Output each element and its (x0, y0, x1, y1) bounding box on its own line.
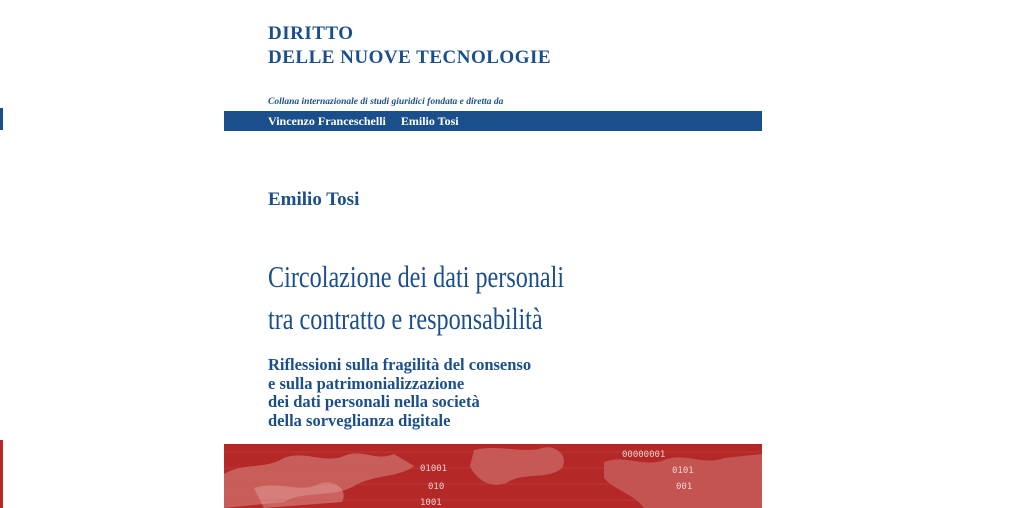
binary-code: 01001 (420, 464, 448, 474)
author-name: Emilio Tosi (268, 189, 360, 210)
cover-artwork-map (224, 444, 762, 508)
series-title-line: DELLE NUOVE TECNOLOGIE (268, 47, 552, 68)
subtitle-line: Riflessioni sulla fragilità del consenso (268, 355, 532, 374)
directors-bar (224, 111, 762, 131)
series-title-line: DIRITTO (268, 23, 354, 44)
subtitle-line: dei dati personali nella società (268, 392, 480, 411)
book-subtitle (268, 356, 531, 430)
director-name: Vincenzo Franceschelli (268, 114, 386, 128)
book-cover (224, 0, 762, 508)
series-description: Collana internazionale di studi giuridici fondata e diretta da (268, 97, 504, 107)
map-landmass (470, 447, 564, 485)
book-title-line: tra contratto e responsabilità (268, 301, 543, 336)
subtitle-line: e sulla patrimonializzazione (268, 373, 465, 393)
director-name: Emilio Tosi (400, 114, 459, 128)
book-title (268, 256, 564, 340)
world-map-artwork (224, 444, 762, 508)
subtitle-line: della sorveglianza digitale (268, 410, 451, 430)
left-edge-mark-red (0, 440, 3, 508)
book-title-line: Circolazione dei dati personali (268, 259, 565, 294)
binary-code: 00000001 (622, 450, 666, 460)
directors (268, 114, 459, 129)
binary-code: 001 (676, 482, 693, 492)
binary-code: 0101 (672, 466, 694, 476)
series-title (268, 22, 551, 70)
binary-code: 1001 (420, 498, 442, 508)
left-edge-mark-blue (0, 108, 3, 130)
binary-code: 010 (428, 482, 445, 492)
